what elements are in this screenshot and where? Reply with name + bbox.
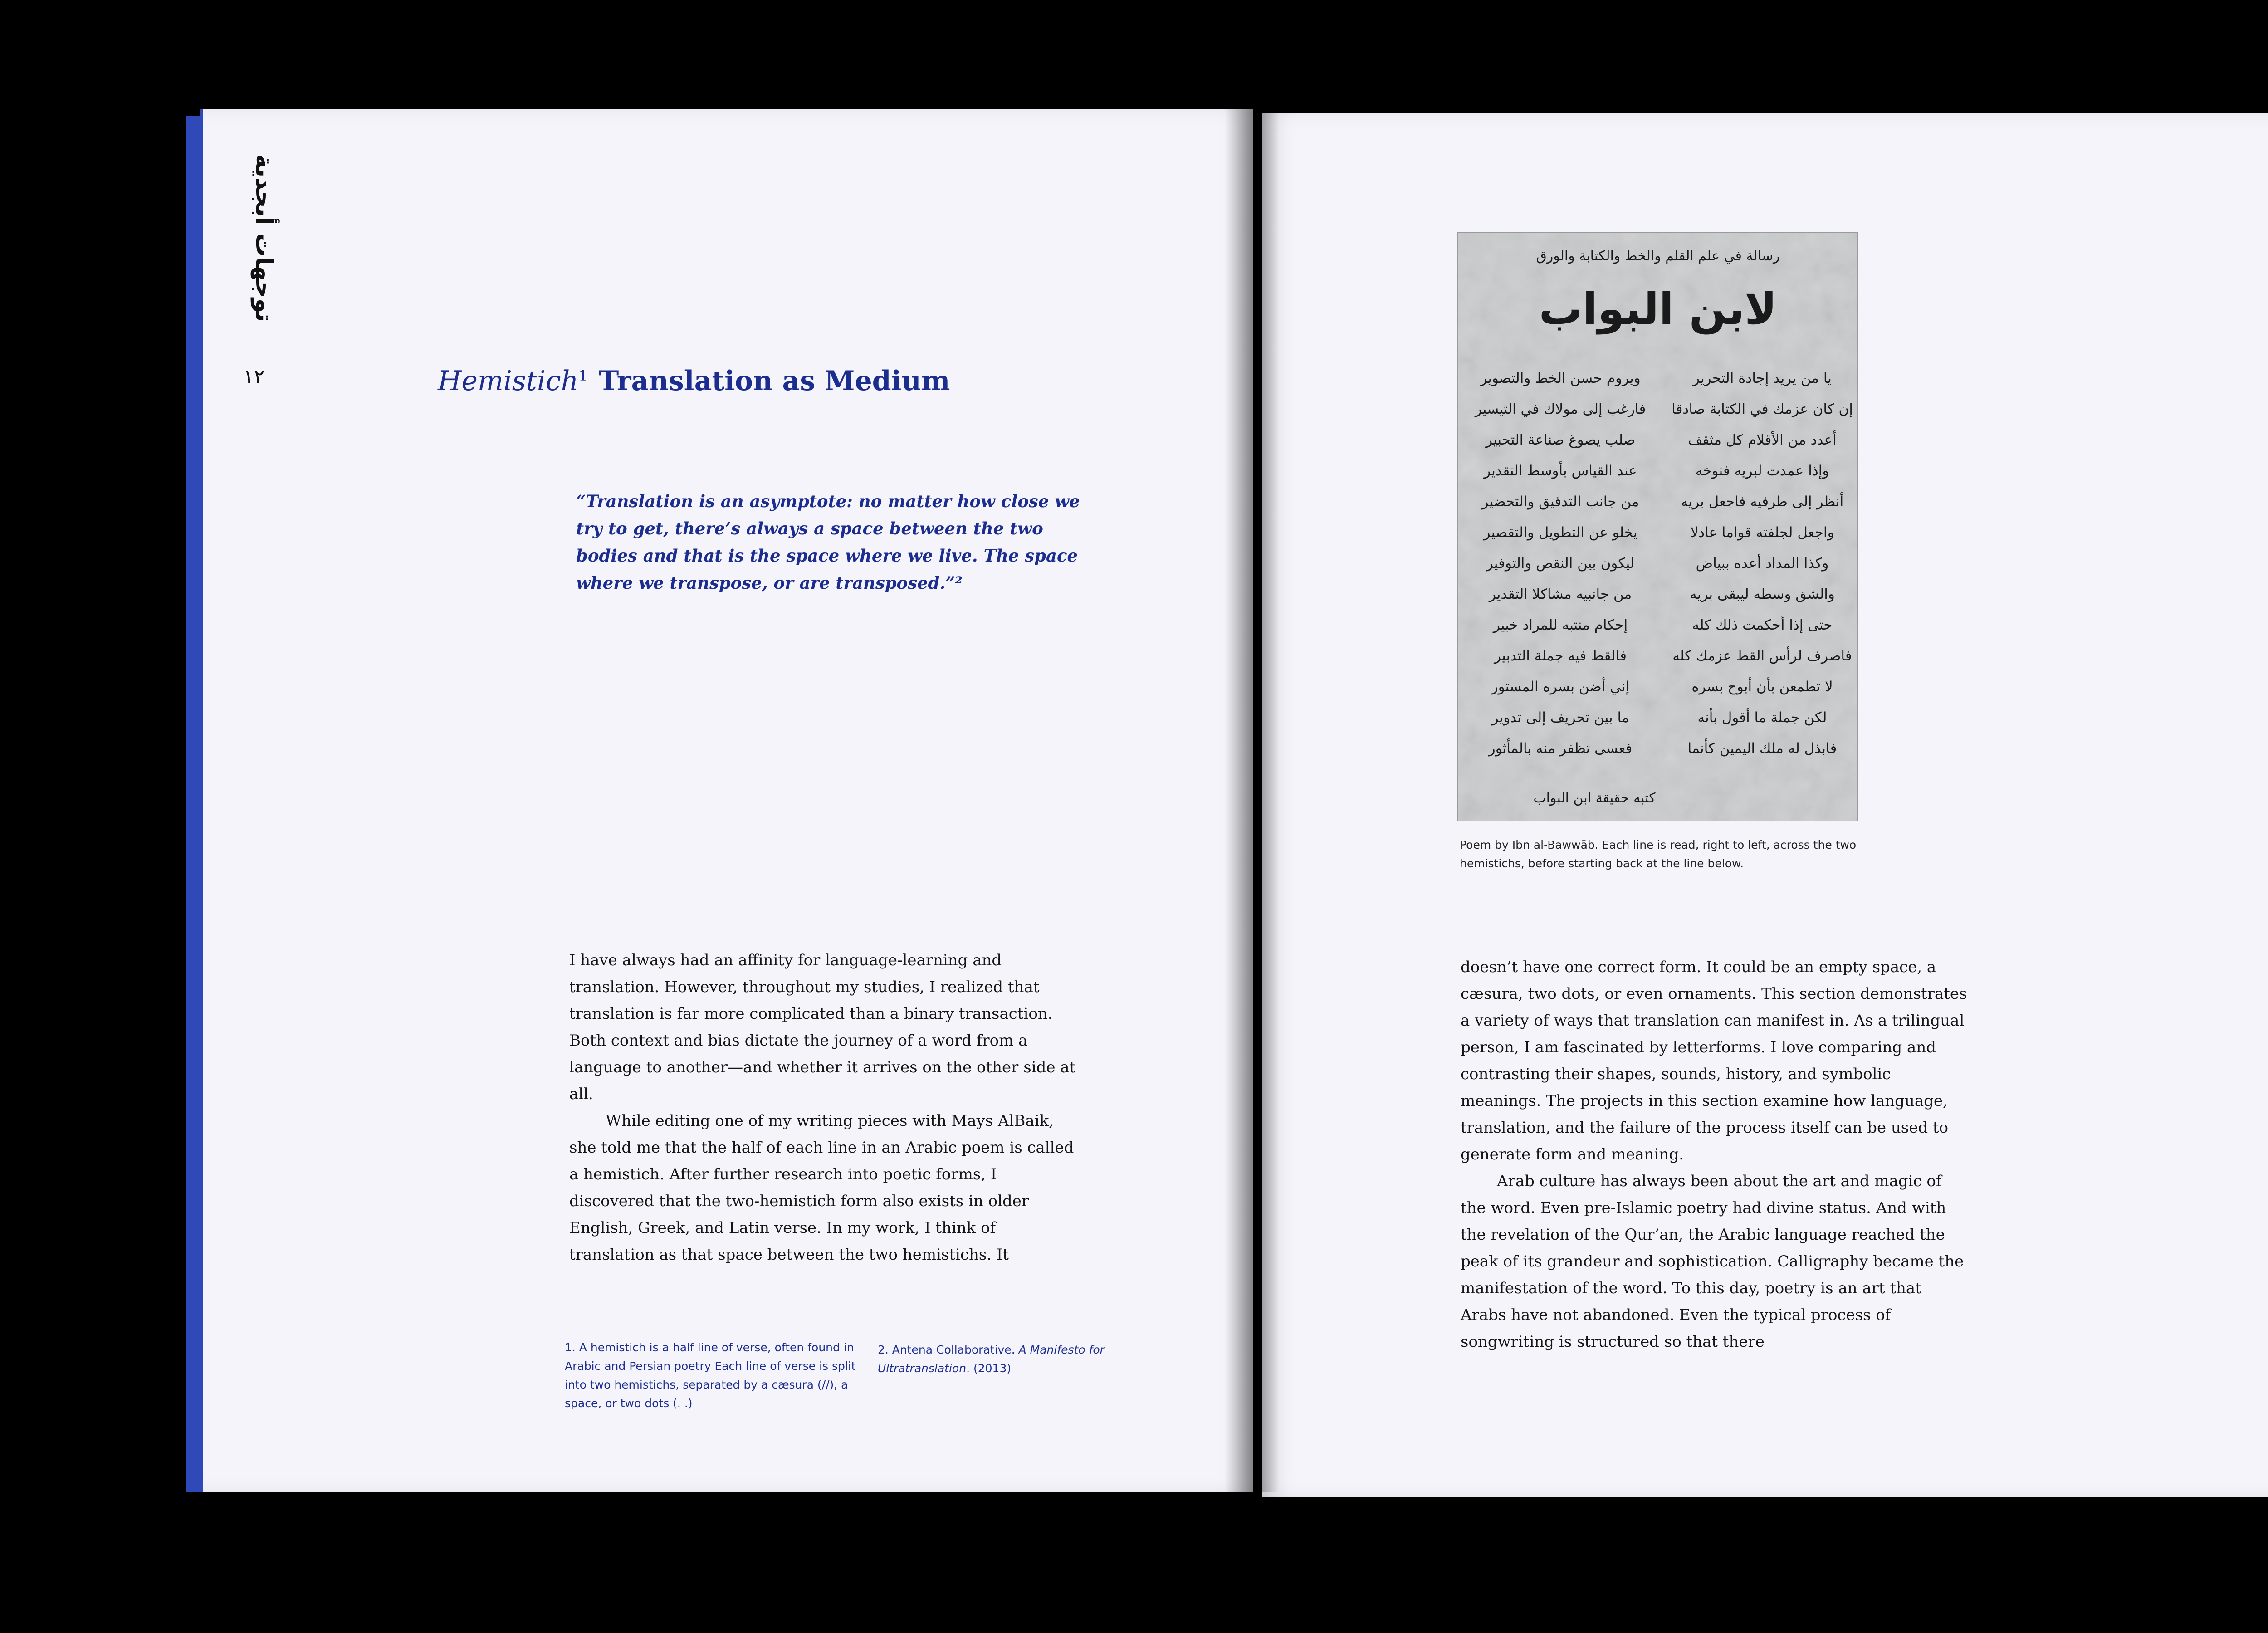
poem-hemistich-right: والشق وسطه ليبقى بريه: [1690, 586, 1835, 602]
poem-hemistich-left: ويروم حسن الخط والتصوير: [1480, 370, 1641, 386]
heading-label: Hemistich: [438, 365, 579, 397]
poem-hemistich-left: من جانبيه مشاكلا التقدير: [1489, 586, 1632, 602]
poem-hemistich-right: أعدد من الأقلام كل مثقف: [1688, 432, 1837, 448]
poem-hemistich-right: فابذل له ملك اليمين كأنما: [1687, 740, 1837, 757]
pull-quote: “Translation is an asymptote: no matter how close we try to get, there’s always a space between the two bodies and that is the space where we live. The space where we transpose, or are transposed.”²: [576, 491, 1080, 593]
poem-hemistich-left: فارغب إلى مولاك في التيسير: [1475, 401, 1646, 417]
poem-hemistich-left: فعسى تظفر منه بالمأثور: [1488, 740, 1633, 757]
image-caption: Poem by Ibn al-Bawwāb. Each line is read, right to left, across the two hemistichs, before starting back at the line below.: [1460, 838, 1857, 870]
poem-hemistich-right: أنظر إلى طرفيه فاجعل بريه: [1681, 494, 1844, 510]
body-text-right: [1461, 954, 1969, 1355]
poem-hemistich-right: وإذا عمدت لبريه فتوخه: [1695, 463, 1829, 479]
footnote-2: [878, 1340, 1132, 1378]
image-title: لابن البواب: [1539, 284, 1777, 334]
poem-hemistich-right: حتى إذا أحكمت ذلك كله: [1692, 617, 1833, 633]
paragraph: I have always had an affinity for language-learning and translation. However, throughout my studies, I realized that translation is far more complicated than a binary transaction. Both context and bias dictate the journey of a word from a language to another—and whether it arrives on the other side at all.: [569, 951, 1076, 1103]
calligraphy-poem-image: [1457, 232, 1858, 821]
poem-hemistich-left: صلب يصوغ صناعة التحبير: [1485, 432, 1636, 448]
poem-hemistich-right: إن كان عزمك في الكتابة صادقا: [1672, 401, 1853, 417]
poem-hemistich-right: وكذا المداد أعده ببياض: [1696, 555, 1829, 572]
page-title: Translation as Medium: [598, 365, 950, 397]
poem-hemistich-left: يخلو عن التطويل والتقصير: [1483, 524, 1637, 541]
poem-hemistich-left: إحكام منتبه للمراد خبير: [1493, 617, 1628, 633]
paragraph: doesn’t have one correct form. It could be an empty space, a cæsura, two dots, or even ornaments. This section demonstrates a variety of ways that translation can manifest in. As a trilingual person, I am fascinated by letterforms. I love comparing and contrasting their shapes, sounds, history, and symbolic meanings. The projects in this section examine how language, translation, and the failure of the process itself can be used to generate form and meaning.: [1461, 958, 1967, 1164]
body-text-left: [569, 947, 1082, 1268]
heading-footnote-marker: 1: [578, 367, 588, 384]
left-page: [200, 109, 1253, 1492]
spine-shadow: [1225, 109, 1279, 1492]
page-number-left: ١٢: [243, 365, 265, 388]
image-header-line: رسالة في علم القلم والخط والكتابة والورق: [1536, 248, 1780, 264]
poem-hemistich-left: عند القياس بأوسط التقدير: [1484, 463, 1637, 479]
poem-hemistich-left: ما بين تحريف إلى تدوير: [1491, 709, 1629, 726]
poem-hemistich-right: واجعل لجلفته قواما عادلا: [1690, 524, 1834, 541]
left-page-edge: [186, 116, 200, 1492]
poem-hemistich-right: لكن جملة ما أقول بأنه: [1697, 709, 1827, 726]
paragraph: While editing one of my writing pieces with Mays AlBaik, she told me that the half of each line in an Arabic poem is called a hemistich. After further research into poetic forms, I discovered that the two-hemistich form also exists in older English, Greek, and Latin verse. In my work, I think of translation as that space between the two hemistichs. It: [569, 1112, 1074, 1264]
poem-hemistich-left: ليكون بين النقص والتوفير: [1486, 555, 1635, 572]
poem-hemistich-right: لا تطمعن بأن أبوح بسره: [1691, 679, 1833, 695]
calligraphy-illustration: [1458, 233, 1857, 821]
poem-hemistich-left: من جانب التدقيق والتحضير: [1481, 494, 1639, 510]
poem-hemistich-right: يا من يريد إجادة التحرير: [1693, 370, 1832, 386]
poem-hemistich-left: إني أضن بسره المستور: [1491, 679, 1630, 695]
running-title-arabic: توجهات أبجدية: [250, 154, 278, 322]
paragraph: Arab culture has always been about the art and magic of the word. Even pre-Islamic poetry had divine status. And with the revelation of the Qur’an, the Arabic language reached the peak of its grandeur and sophistication. Calligraphy became the manifestation of the word. To this day, poetry is an art that Arabs have not abandoned. Even the typical process of songwriting is structured so that there: [1461, 1172, 1964, 1351]
section-heading: [438, 365, 950, 397]
footnote-1: 1. A hemistich is a half line of verse, often found in Arabic and Persian poetry Each line of verse is split into two hemistichs, separated by a cæsura (//), a space, or two dots (. .): [565, 1341, 856, 1410]
left-page-edge-line: [200, 109, 203, 1492]
poem-hemistich-left: فالقط فيه جملة التدبير: [1494, 648, 1627, 664]
footnote-2-suffix: . (2013): [966, 1362, 1012, 1375]
poem-hemistich-right: فاصرف لرأس القط عزمك كله: [1672, 648, 1852, 664]
footnote-2-title: A Manifesto for Ultratranslation: [878, 1343, 1105, 1375]
image-signature: كتبه حقيقة ابن البواب: [1533, 790, 1656, 806]
footnote-2-prefix: 2. Antena Collaborative.: [878, 1343, 1019, 1356]
